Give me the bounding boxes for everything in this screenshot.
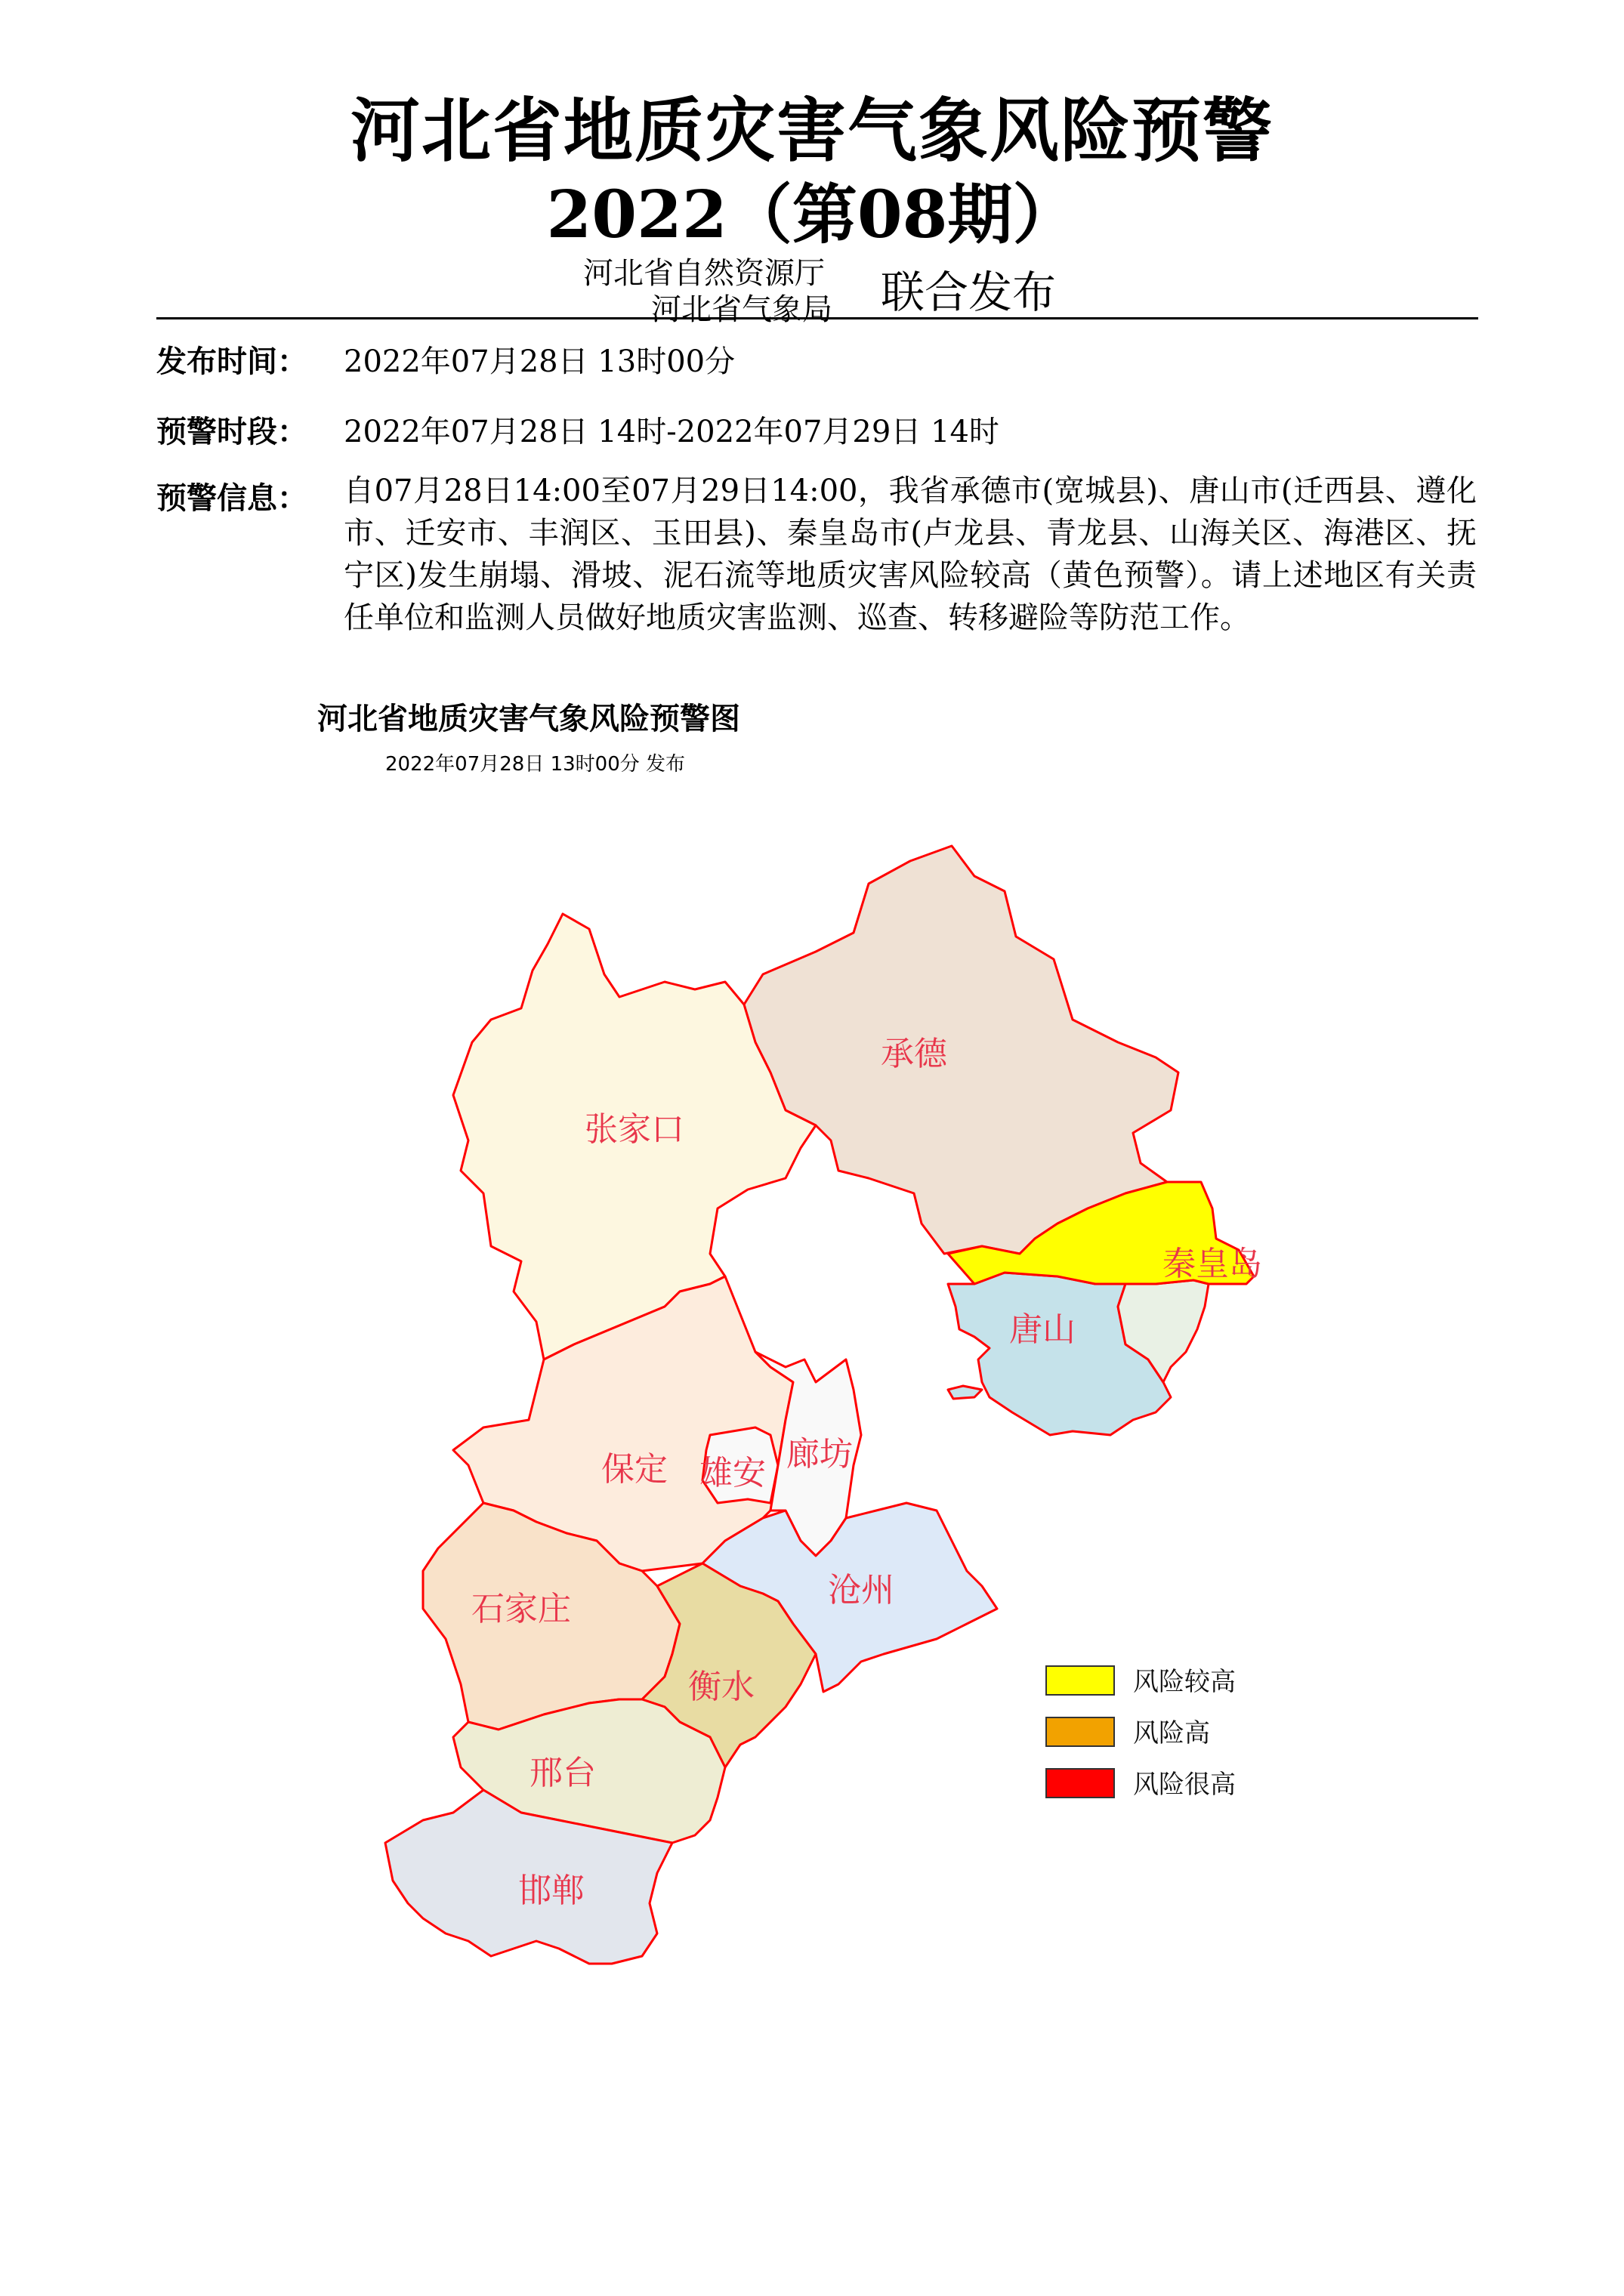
publish-time-value: 2022年07月28日 13时00分 <box>344 344 736 379</box>
legend-label-moderate: 风险较高 <box>1133 1667 1236 1697</box>
map-title: 河北省地质灾害气象风险预警图 <box>317 702 740 736</box>
bulletin-title: 河北省地质灾害气象风险预警 <box>350 90 1274 171</box>
label-langfang: 廊坊 <box>786 1435 853 1474</box>
label-xiongan: 雄安 <box>699 1454 766 1492</box>
warning-info-label: 预警信息： <box>156 480 307 516</box>
label-xingtai: 邢台 <box>529 1754 596 1792</box>
map-legend <box>1046 1666 1236 1800</box>
agency-meteorological: 河北省气象局 <box>651 292 832 327</box>
label-handan: 邯郸 <box>518 1872 585 1910</box>
label-tangshan: 唐山 <box>1009 1310 1076 1349</box>
joint-release-label: 联合发布 <box>881 267 1057 318</box>
tangshan-island <box>948 1386 982 1399</box>
map-subtitle: 2022年07月28日 13时00分 发布 <box>385 753 686 776</box>
legend-swatch-moderate <box>1046 1666 1114 1695</box>
agency-natural-resources: 河北省自然资源厅 <box>583 256 825 291</box>
warning-period-value: 2022年07月28日 14时-2022年07月29日 14时 <box>344 415 999 449</box>
label-chengde: 承德 <box>881 1035 947 1073</box>
label-shijiazhuang: 石家庄 <box>471 1590 571 1628</box>
legend-swatch-high <box>1046 1717 1114 1746</box>
label-baoding: 保定 <box>601 1450 668 1489</box>
publish-time-label: 发布时间： <box>156 344 307 379</box>
label-hengshui: 衡水 <box>688 1668 755 1706</box>
label-zhangjiakou: 张家口 <box>585 1110 684 1149</box>
legend-label-very-high: 风险很高 <box>1133 1770 1236 1800</box>
label-qinhuangdao: 秦皇岛 <box>1162 1245 1262 1283</box>
warning-period-label: 预警时段： <box>156 414 307 449</box>
region-chengde[interactable] <box>744 846 1178 1254</box>
legend-swatch-very-high <box>1046 1769 1114 1798</box>
region-beijing-tianjin-gap <box>869 1269 922 1337</box>
warning-info-text: 自07月28日14:00至07月29日14:00，我省承德市(宽城县)、唐山市(迁西县、遵化市、迁安市、丰润区、玉田县)、秦皇岛市(卢龙县、青龙县、山海关区、海港区、抚宁区)发生崩塌、滑坡、泥石流等地质灾害风险较高（黄色预警）。请上述地区有关责任单位和监测人员做好地质灾害监测、巡查、转移避险等防范工作。 <box>344 474 1477 635</box>
label-cangzhou: 沧州 <box>828 1571 894 1609</box>
legend-label-high: 风险高 <box>1133 1718 1210 1748</box>
bulletin-issue-number: 2022（第08期） <box>546 177 1078 253</box>
